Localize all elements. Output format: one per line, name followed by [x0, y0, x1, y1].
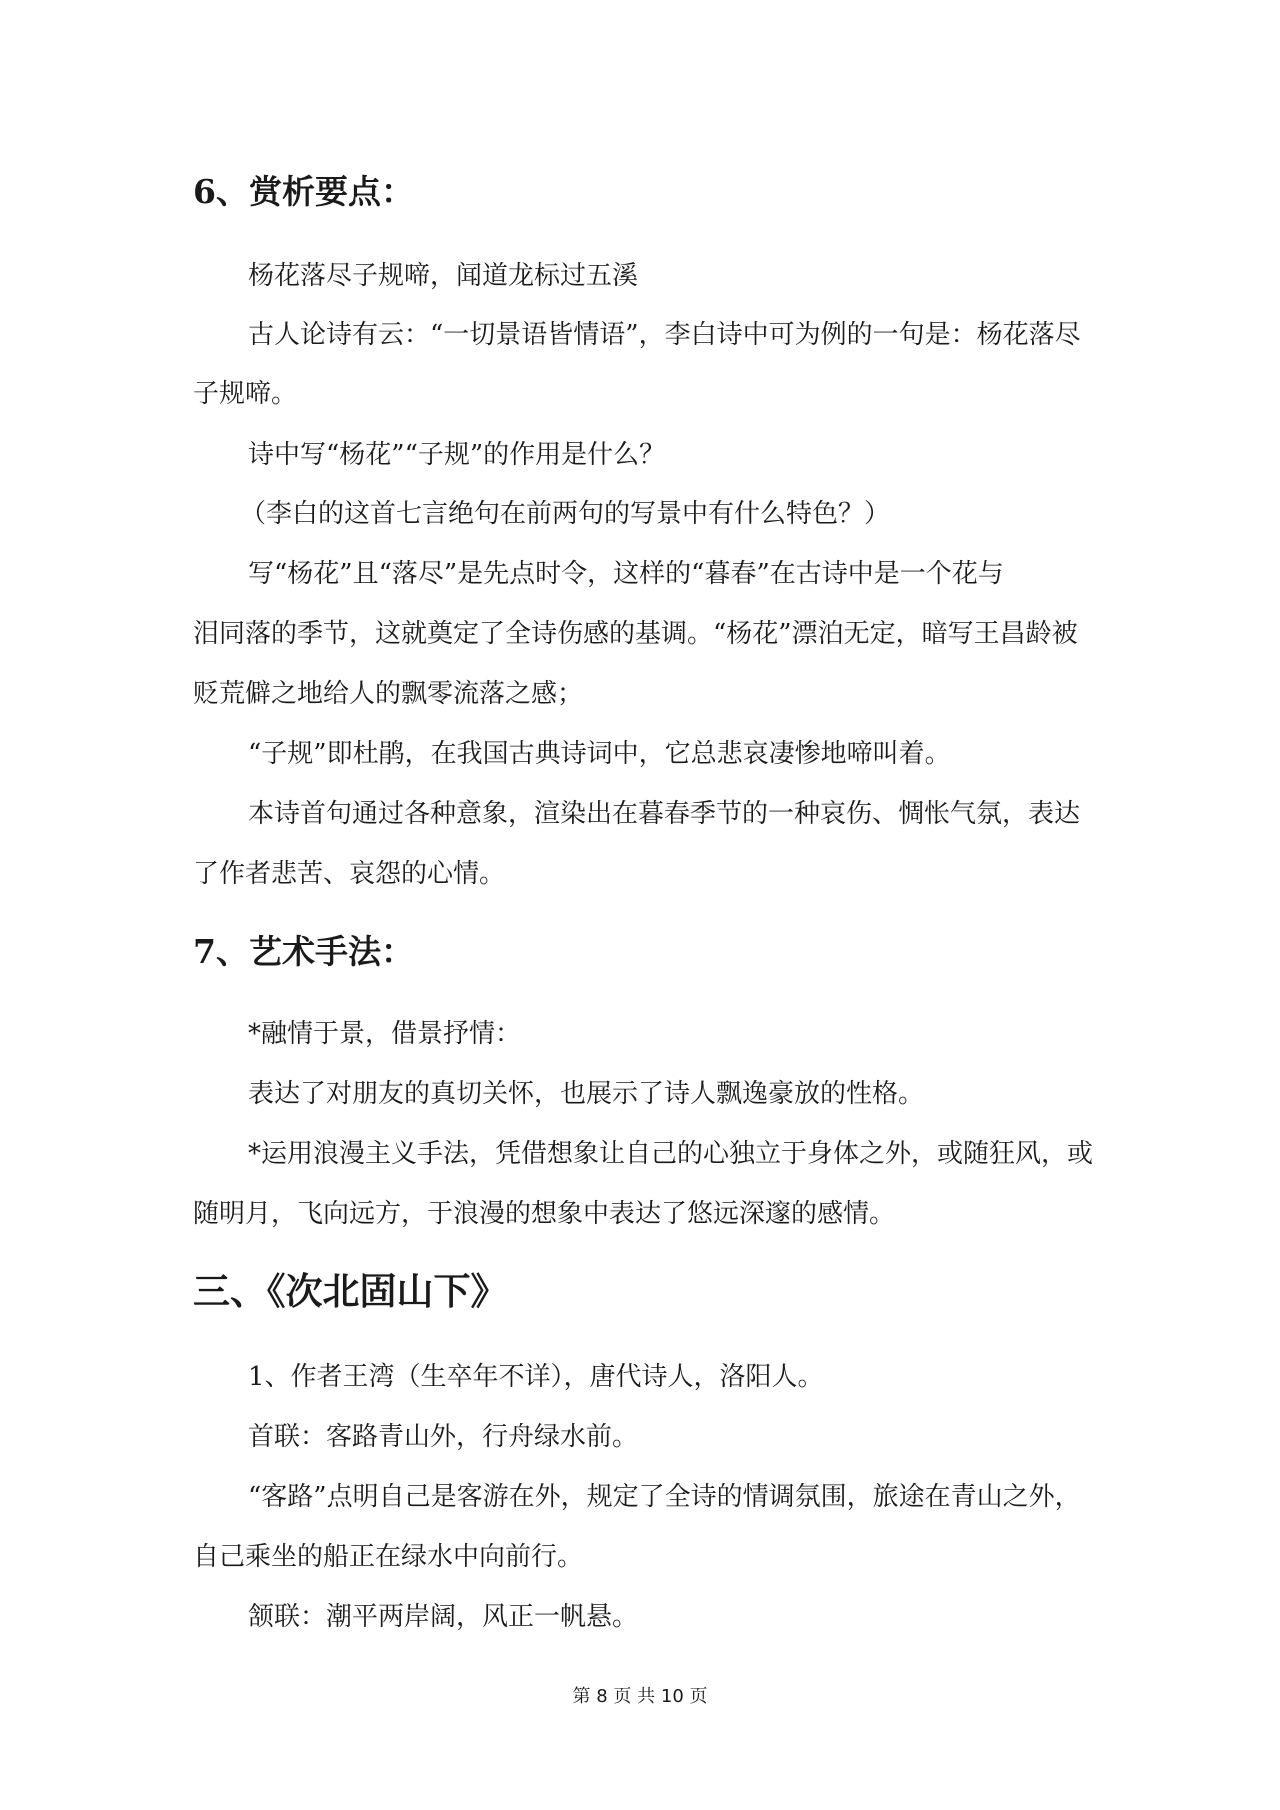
paragraph-line: 首联：客路青山外，行舟绿水前。: [248, 1422, 639, 1452]
paragraph-line: 诗中写“杨花”“子规”的作用是什么？: [248, 440, 666, 470]
footer-prefix: 第: [572, 1686, 591, 1707]
paragraph-line: （李白的这首七言绝句在前两句的写景中有什么特色？）: [240, 499, 891, 529]
paragraph-line: 了作者悲苦、哀怨的心情。: [193, 859, 506, 889]
paragraph-line: 古人论诗有云：“一切景语皆情语”，李白诗中可为例的一句是：杨花落尽: [248, 320, 1081, 350]
footer-middle: 页 共: [613, 1686, 656, 1707]
paragraph-line: 表达了对朋友的真切关怀，也展示了诗人飘逸豪放的性格。: [248, 1079, 925, 1109]
paragraph-line: 本诗首句通过各种意象，渲染出在暮春季节的一种哀伤、惆怅气氛，表达: [248, 799, 1081, 829]
section-heading-appreciation: 6、赏析要点：: [193, 172, 414, 211]
paragraph-line: “子规”即杜鹃，在我国古典诗词中，它总悲哀凄惨地啼叫着。: [248, 739, 951, 769]
current-page-number: 8: [596, 1686, 608, 1707]
paragraph-line: *运用浪漫主义手法，凭借想象让自己的心独立于身体之外，或随狂风，或: [248, 1139, 1094, 1169]
paragraph-line: 杨花落尽子规啼，闻道龙标过五溪: [248, 261, 639, 291]
paragraph-line: 自己乘坐的船正在绿水中向前行。: [193, 1542, 584, 1572]
paragraph-line: 写“杨花”且“落尽”是先点时令，这样的“暮春”在古诗中是一个花与: [248, 559, 1004, 589]
paragraph-line: 贬荒僻之地给人的飘零流落之感；: [193, 679, 584, 709]
paragraph-line: 泪同落的季节，这就奠定了全诗伤感的基调。“杨花”漂泊无定，暗写王昌龄被: [193, 619, 1078, 649]
footer-suffix: 页: [689, 1686, 708, 1707]
paragraph-line: 子规啼。: [193, 379, 298, 409]
paragraph-line: *融情于景，借景抒情：: [248, 1019, 522, 1049]
paragraph-line: 颔联：潮平两岸阔，风正一帆悬。: [248, 1602, 639, 1632]
paragraph-line: 随明月，飞向远方，于浪漫的想象中表达了悠远深邃的感情。: [193, 1199, 896, 1229]
section-heading-techniques: 7、艺术手法：: [193, 932, 414, 971]
paragraph-line: “客路”点明自己是客游在外，规定了全诗的情调氛围，旅途在青山之外，: [248, 1482, 1081, 1512]
paragraph-line: 1、作者王湾（生卒年不详），唐代诗人，洛阳人。: [248, 1362, 824, 1392]
section-heading-poem: 三、《次北固山下》: [193, 1270, 508, 1313]
total-page-number: 10: [660, 1686, 684, 1707]
page-footer: [0, 1685, 1280, 1709]
